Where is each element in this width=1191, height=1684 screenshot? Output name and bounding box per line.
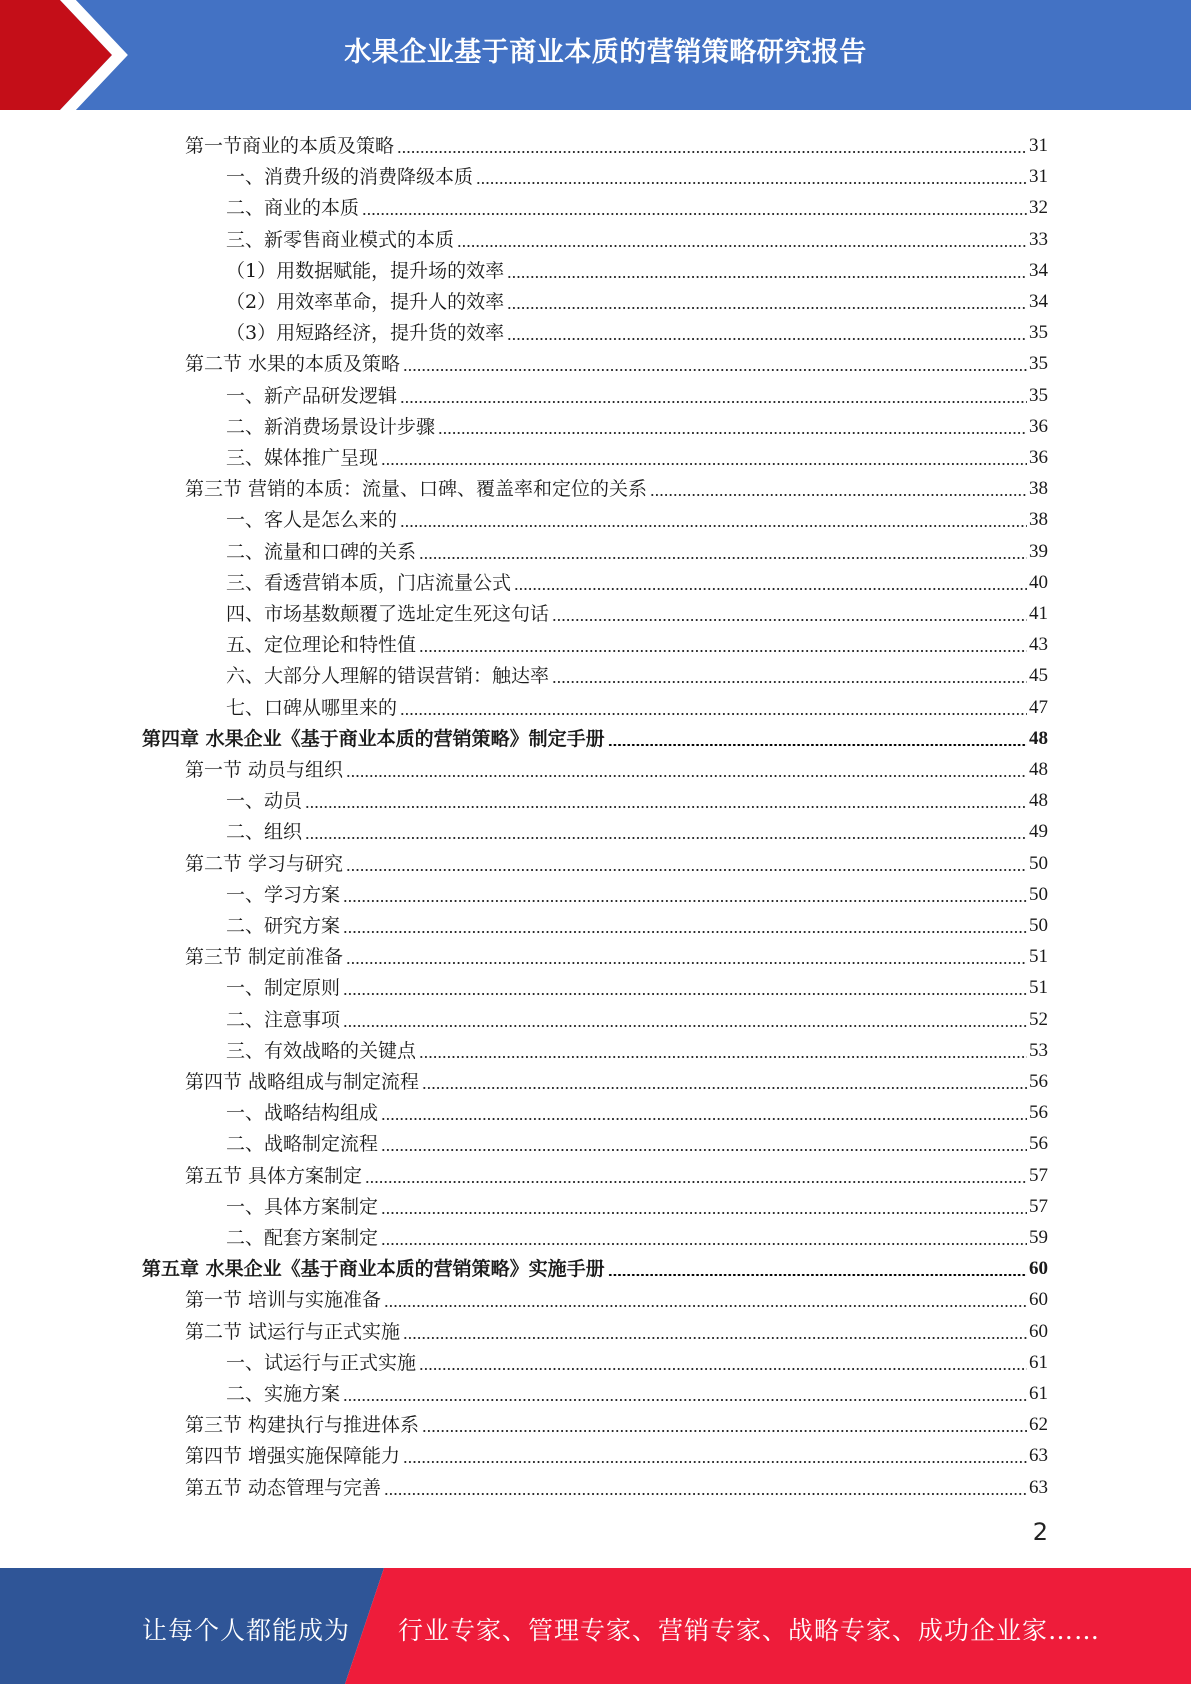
toc-entry-label: 第一节商业的本质及策略: [185, 135, 395, 157]
toc-entry-label: 二、实施方案: [226, 1383, 341, 1405]
toc-dot-leader: [381, 1118, 1027, 1120]
toc-section-entry[interactable]: [185, 845, 1048, 876]
toc-subsection-entry[interactable]: [226, 158, 1048, 189]
toc-subsection-entry[interactable]: [226, 283, 1048, 314]
toc-entry-label: 三、有效战略的关键点: [226, 1039, 417, 1062]
toc-dot-leader: [343, 1025, 1027, 1027]
toc-dot-leader: [400, 401, 1027, 403]
page-header: [0, 0, 1191, 110]
toc-entry-page: 35: [1029, 384, 1048, 406]
toc-dot-leader: [403, 369, 1027, 371]
toc-section-entry[interactable]: [185, 1313, 1048, 1344]
toc-entry-label: 一、学习方案: [226, 883, 341, 906]
toc-entry-page: 63: [1029, 1476, 1048, 1498]
toc-subsection-entry[interactable]: [226, 314, 1048, 345]
toc-dot-leader: [384, 1493, 1027, 1495]
toc-entry-page: 31: [1029, 135, 1048, 156]
toc-entry-label: （2）用效率革命，提升人的效率: [226, 291, 505, 313]
toc-subsection-entry[interactable]: [226, 252, 1048, 283]
toc-entry-label: 三、看透营销本质，门店流量公式: [226, 571, 512, 594]
toc-dot-leader: [419, 650, 1027, 652]
toc-entry-label: 第五章 水果企业《基于商业本质的营销策略》实施手册: [142, 1258, 605, 1281]
toc-section-entry[interactable]: [185, 938, 1048, 969]
toc-subsection-entry[interactable]: [226, 782, 1048, 813]
toc-dot-leader: [305, 806, 1027, 808]
toc-dot-leader: [419, 1368, 1027, 1370]
toc-dot-leader: [422, 1430, 1027, 1432]
toc-entry-label: 一、新产品研发逻辑: [226, 384, 398, 407]
toc-entry-label: 第二节 学习与研究: [185, 852, 344, 875]
toc-entry-page: 48: [1029, 759, 1048, 780]
toc-dot-leader: [552, 681, 1027, 683]
toc-section-entry[interactable]: [185, 345, 1048, 376]
toc-dot-leader: [400, 713, 1027, 715]
toc-entry-page: 36: [1029, 415, 1048, 437]
toc-entry-page: 31: [1029, 166, 1048, 188]
toc-dot-leader: [419, 557, 1027, 559]
report-title: 水果企业基于商业本质的营销策略研究报告: [344, 37, 867, 68]
toc-subsection-entry[interactable]: [226, 1094, 1048, 1125]
toc-subsection-entry[interactable]: [226, 439, 1048, 470]
toc-dot-leader: [343, 900, 1027, 902]
toc-entry-page: 36: [1029, 447, 1048, 468]
toc-entry-page: 56: [1029, 1071, 1048, 1092]
toc-subsection-entry[interactable]: [226, 221, 1048, 252]
toc-entry-page: 47: [1029, 696, 1048, 718]
toc-subsection-entry[interactable]: [226, 969, 1048, 1000]
page-number: 2: [1032, 1518, 1048, 1546]
toc-entry-page: 40: [1029, 571, 1048, 593]
toc-dot-leader: [552, 619, 1027, 621]
toc-entry-label: 第二节 水果的本质及策略: [185, 353, 401, 376]
toc-entry-label: 二、新消费场景设计步骤: [226, 415, 436, 438]
toc-subsection-entry[interactable]: [226, 657, 1048, 688]
toc-entry-label: 三、新零售商业模式的本质: [226, 228, 455, 251]
toc-subsection-entry[interactable]: [226, 1125, 1048, 1156]
toc-entry-label: 二、流量和口碑的关系: [226, 540, 417, 563]
toc-section-entry[interactable]: [185, 1469, 1048, 1500]
toc-entry-label: 一、制定原则: [226, 977, 341, 1000]
toc-dot-leader: [514, 588, 1027, 590]
toc-entry-page: 38: [1029, 509, 1048, 531]
toc-subsection-entry[interactable]: [226, 1219, 1048, 1250]
toc-dot-leader: [476, 182, 1027, 184]
toc-entry-label: 四、市场基数颠覆了选址定生死这句话: [226, 603, 550, 625]
toc-entry-label: 二、战略制定流程: [226, 1133, 379, 1156]
toc-dot-leader: [381, 463, 1027, 465]
toc-dot-leader: [343, 993, 1027, 995]
toc-dot-leader: [507, 338, 1027, 340]
toc-dot-leader: [507, 307, 1027, 309]
toc-entry-page: 41: [1029, 603, 1048, 624]
toc-entry-label: （1）用数据赋能，提升场的效率: [226, 259, 505, 282]
toc-entry-label: 第一节 培训与实施准备: [185, 1289, 382, 1312]
toc-entry-page: 56: [1029, 1133, 1048, 1155]
toc-subsection-entry[interactable]: [226, 907, 1048, 938]
toc-section-entry[interactable]: [185, 1406, 1048, 1437]
toc-entry-page: 38: [1029, 478, 1048, 500]
toc-entry-page: 57: [1029, 1164, 1048, 1186]
toc-dot-leader: [403, 1337, 1027, 1339]
toc-entry-label: 第四节 增强实施保障能力: [185, 1445, 401, 1468]
toc-entry-page: 35: [1029, 353, 1048, 375]
toc-entry-label: 一、试运行与正式实施: [226, 1351, 417, 1374]
toc-dot-leader: [650, 494, 1027, 496]
toc-dot-leader: [608, 1274, 1027, 1276]
toc-section-entry[interactable]: [185, 470, 1048, 501]
toc-entry-page: 53: [1029, 1039, 1048, 1061]
toc-chapter-entry[interactable]: [142, 720, 1048, 751]
toc-entry-page: 50: [1029, 883, 1048, 905]
toc-subsection-entry[interactable]: [226, 1001, 1048, 1032]
toc-entry-page: 63: [1029, 1445, 1048, 1467]
toc-subsection-entry[interactable]: [226, 876, 1048, 907]
toc-entry-page: 52: [1029, 1008, 1048, 1030]
toc-entry-page: 33: [1029, 228, 1048, 250]
toc-entry-page: 60: [1029, 1289, 1048, 1311]
toc-entry-page: 61: [1029, 1351, 1048, 1373]
toc-subsection-entry[interactable]: [226, 689, 1048, 720]
toc-entry-label: 二、商业的本质: [226, 197, 360, 220]
toc-dot-leader: [365, 1181, 1027, 1183]
toc-dot-leader: [343, 931, 1027, 933]
toc-entry-label: 第四节 战略组成与制定流程: [185, 1071, 420, 1093]
toc-entry-label: 一、消费升级的消费降级本质: [226, 166, 474, 189]
toc-chapter-entry[interactable]: [142, 1250, 1048, 1281]
toc-subsection-entry[interactable]: [226, 626, 1048, 657]
toc-entry-page: 34: [1029, 259, 1048, 281]
toc-subsection-entry[interactable]: [226, 1032, 1048, 1063]
toc-subsection-entry[interactable]: [226, 189, 1048, 220]
toc-entry-page: 35: [1029, 322, 1048, 344]
toc-dot-leader: [422, 1087, 1027, 1089]
toc-dot-leader: [343, 1399, 1027, 1401]
toc-subsection-entry[interactable]: [226, 377, 1048, 408]
toc-section-entry[interactable]: [185, 1157, 1048, 1188]
toc-entry-label: 一、具体方案制定: [226, 1195, 379, 1218]
toc-entry-page: 60: [1029, 1258, 1048, 1280]
toc-dot-leader: [346, 962, 1027, 964]
toc-entry-page: 57: [1029, 1195, 1048, 1217]
toc-subsection-entry[interactable]: [226, 564, 1048, 595]
toc-dot-leader: [457, 245, 1027, 247]
toc-entry-label: 二、研究方案: [226, 915, 341, 937]
toc-subsection-entry[interactable]: [226, 1375, 1048, 1406]
toc-dot-leader: [400, 525, 1027, 527]
toc-section-entry[interactable]: [185, 127, 1048, 158]
toc-subsection-entry[interactable]: [226, 595, 1048, 626]
toc-entry-label: 第五节 具体方案制定: [185, 1164, 363, 1187]
toc-subsection-entry[interactable]: [226, 501, 1048, 532]
toc-entry-page: 39: [1029, 540, 1048, 562]
toc-entry-page: 43: [1029, 634, 1048, 656]
toc-dot-leader: [381, 1149, 1027, 1151]
toc-dot-leader: [438, 432, 1027, 434]
toc-entry-label: 第三节 制定前准备: [185, 946, 344, 969]
toc-entry-label: 二、注意事项: [226, 1008, 341, 1031]
toc-entry-page: 56: [1029, 1102, 1048, 1124]
toc-entry-label: 第三节 构建执行与推进体系: [185, 1414, 420, 1437]
toc-entry-label: 第五节 动态管理与完善: [185, 1476, 382, 1499]
toc-dot-leader: [397, 151, 1027, 153]
toc-entry-label: 三、媒体推广呈现: [226, 447, 379, 469]
toc-entry-label: 二、组织: [226, 821, 303, 844]
toc-dot-leader: [362, 213, 1027, 215]
toc-entry-page: 50: [1029, 852, 1048, 874]
toc-entry-page: 32: [1029, 197, 1048, 219]
toc-subsection-entry[interactable]: [226, 813, 1048, 844]
toc-dot-leader: [507, 276, 1027, 278]
toc-dot-leader: [346, 869, 1027, 871]
toc-entry-label: 一、战略结构组成: [226, 1102, 379, 1125]
toc-entry-page: 48: [1029, 727, 1048, 749]
toc-section-entry[interactable]: [185, 1281, 1048, 1312]
toc-entry-page: 62: [1029, 1414, 1048, 1436]
toc-entry-page: 51: [1029, 977, 1048, 999]
toc-section-entry[interactable]: [185, 1063, 1048, 1094]
footer-slogan-left: 让每个人都能成为: [142, 1616, 351, 1645]
toc-entry-label: 第一节 动员与组织: [185, 759, 344, 781]
toc-subsection-entry[interactable]: [226, 408, 1048, 439]
toc-entry-label: （3）用短路经济，提升货的效率: [226, 322, 505, 345]
toc-entry-page: 45: [1029, 665, 1048, 687]
toc-dot-leader: [419, 1056, 1027, 1058]
toc-subsection-entry[interactable]: [226, 1188, 1048, 1219]
toc-entry-page: 50: [1029, 915, 1048, 936]
toc-section-entry[interactable]: [185, 1437, 1048, 1468]
toc-entry-label: 六、大部分人理解的错误营销：触达率: [226, 665, 550, 688]
toc-entry-label: 五、定位理论和特性值: [226, 634, 417, 657]
toc-entry-page: 61: [1029, 1383, 1048, 1404]
toc-entry-label: 第四章 水果企业《基于商业本质的营销策略》制定手册: [142, 727, 605, 750]
toc-entry-label: 一、客人是怎么来的: [226, 509, 398, 532]
toc-dot-leader: [403, 1461, 1027, 1463]
toc-entry-label: 第三节 营销的本质：流量、口碑、覆盖率和定位的关系: [185, 478, 648, 501]
toc-dot-leader: [381, 1243, 1027, 1245]
footer-slogan-right: 行业专家、管理专家、营销专家、战略专家、成功企业家……: [398, 1616, 1101, 1645]
toc-dot-leader: [381, 1212, 1027, 1214]
toc-entry-label: 一、动员: [226, 790, 303, 813]
toc-entry-label: 七、口碑从哪里来的: [226, 696, 398, 719]
toc-entry-page: 51: [1029, 946, 1048, 968]
toc-section-entry[interactable]: [185, 751, 1048, 782]
page-footer: [0, 1568, 1191, 1684]
toc-entry-page: 60: [1029, 1320, 1048, 1342]
toc-entry-page: 49: [1029, 821, 1048, 843]
toc-dot-leader: [608, 744, 1027, 746]
toc-entry-page: 34: [1029, 291, 1048, 312]
toc-dot-leader: [346, 775, 1027, 777]
toc-dot-leader: [305, 837, 1027, 839]
toc-subsection-entry[interactable]: [226, 533, 1048, 564]
toc-entry-label: 第二节 试运行与正式实施: [185, 1320, 401, 1343]
toc-entry-page: 48: [1029, 790, 1048, 812]
toc-entry-label: 二、配套方案制定: [226, 1227, 379, 1249]
toc-dot-leader: [384, 1305, 1027, 1307]
toc-subsection-entry[interactable]: [226, 1344, 1048, 1375]
toc-entry-page: 59: [1029, 1227, 1048, 1248]
